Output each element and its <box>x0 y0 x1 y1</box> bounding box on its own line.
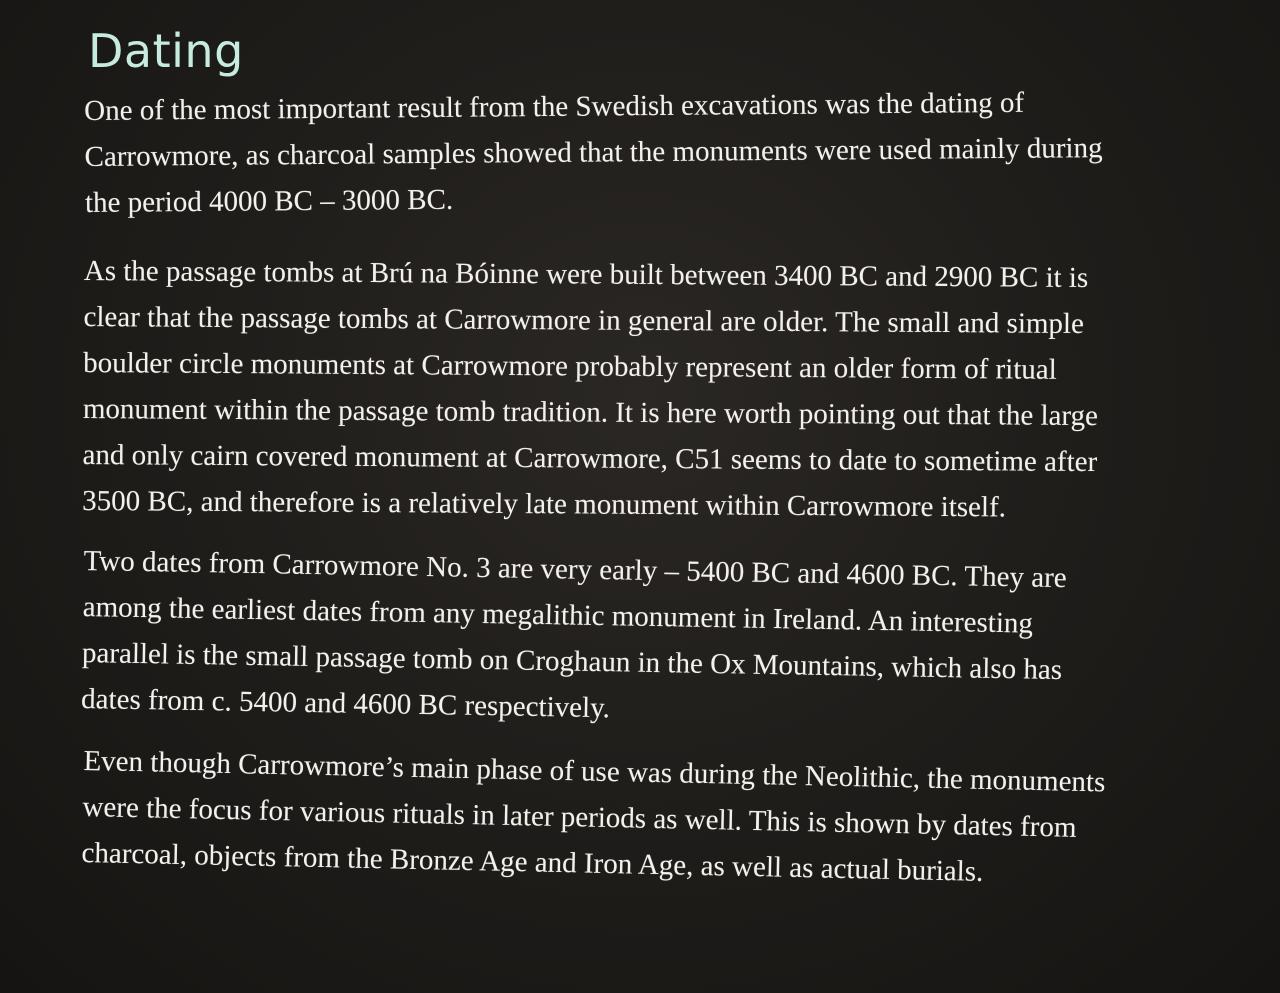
paragraph-line: One of the most important result from the Swedish excavations was the dating of <box>84 86 1025 127</box>
paragraph-line: charcoal, objects from the Bronze Age and Iron Age, as well as actual burials. <box>81 836 984 888</box>
paragraph-1 <box>84 79 1103 226</box>
paragraph-line: the period 4000 BC – 3000 BC. <box>84 183 454 219</box>
paragraph-line: Carrowmore, as charcoal samples showed that the monuments were used mainly during <box>84 132 1103 173</box>
paragraph-4 <box>81 738 1106 897</box>
paragraph-2 <box>82 248 1099 531</box>
paragraph-line: boulder circle monuments at Carrowmore probably represent an older form of ritual <box>83 346 1057 386</box>
paragraph-line: Two dates from Carrowmore No. 3 are very early – 5400 BC and 4600 BC. They are <box>83 544 1067 595</box>
panel-title: Dating <box>88 24 244 78</box>
paragraph-line: parallel is the small passage tomb on Croghaun in the Ox Mountains, which also has <box>81 636 1063 687</box>
paragraph-line: dates from c. 5400 and 4600 BC respectively. <box>80 682 611 725</box>
paragraph-line: 3500 BC, and therefore is a relatively late monument within Carrowmore itself. <box>82 484 1007 524</box>
paragraph-line: Even though Carrowmore’s main phase of use was during the Neolithic, the monuments <box>83 744 1106 799</box>
paragraph-line: monument within the passage tomb tradition. It is here worth pointing out that the large <box>82 392 1099 433</box>
paragraph-line: As the passage tombs at Brú na Bóinne were built between 3400 BC and 2900 BC it is <box>83 254 1089 295</box>
paragraph-line: clear that the passage tombs at Carrowmore in general are older. The small and simple <box>83 300 1085 340</box>
paragraph-3 <box>81 538 1067 739</box>
paragraph-line: and only cairn covered monument at Carrowmore, C51 seems to date to sometime after <box>82 438 1098 479</box>
paragraph-line: among the earliest dates from any megalithic monument in Ireland. An interesting <box>82 590 1034 640</box>
paragraph-line: were the focus for various rituals in later periods as well. This is shown by dates from <box>82 790 1077 844</box>
